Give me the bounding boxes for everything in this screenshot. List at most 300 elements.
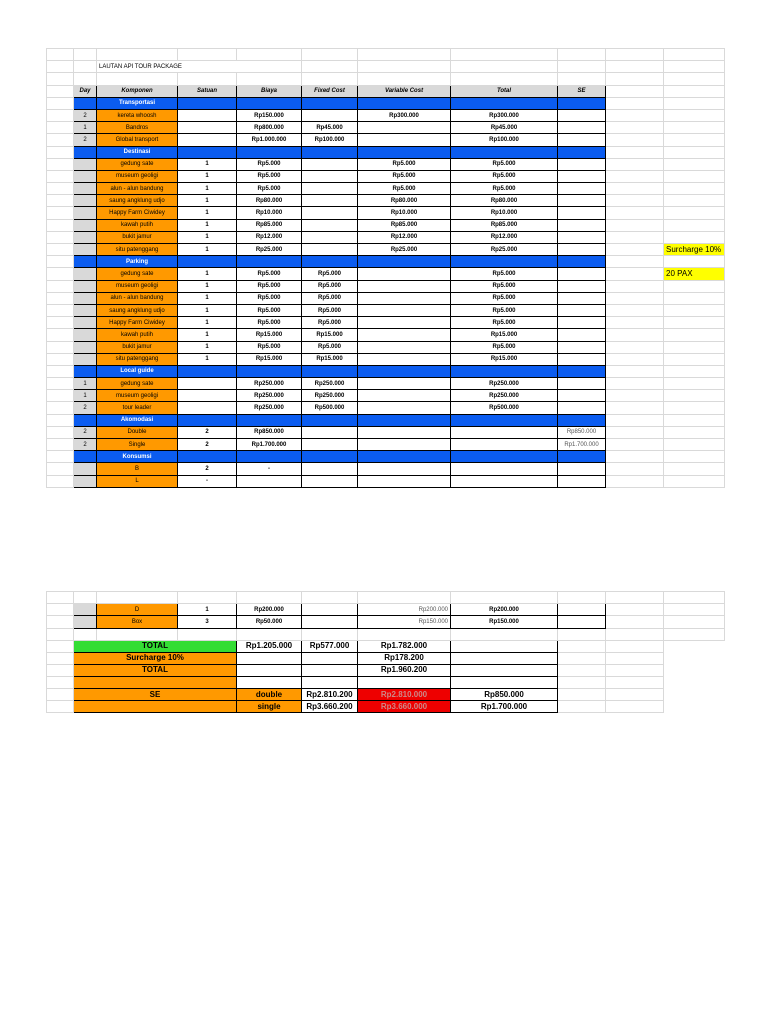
cell[interactable]: [47, 353, 74, 365]
biaya-cell[interactable]: Rp50.000: [237, 616, 302, 628]
satuan-cell[interactable]: 1: [178, 280, 237, 292]
se-cell[interactable]: [558, 268, 606, 280]
biaya-cell[interactable]: Rp1.000.000: [237, 134, 302, 146]
se-cell[interactable]: [558, 244, 606, 256]
komponen-cell[interactable]: gedung sate: [97, 378, 178, 390]
biaya-cell[interactable]: Rp5.000: [237, 170, 302, 182]
cell[interactable]: [664, 414, 725, 426]
note-pax[interactable]: 20 PAX: [664, 268, 725, 280]
cell[interactable]: [664, 402, 725, 414]
komponen-cell[interactable]: alun - alun bandung: [97, 183, 178, 195]
cell[interactable]: [47, 592, 74, 604]
cell[interactable]: [606, 170, 664, 182]
cell[interactable]: [47, 402, 74, 414]
se-cell[interactable]: [558, 170, 606, 182]
komponen-cell[interactable]: bukit jamur: [97, 341, 178, 353]
cell[interactable]: [237, 628, 302, 640]
sheet-title[interactable]: LAUTAN API TOUR PACKAGE: [97, 61, 302, 73]
cell[interactable]: [47, 426, 74, 438]
total-cell[interactable]: Rp5.000: [451, 158, 558, 170]
cell[interactable]: [47, 365, 74, 377]
cell[interactable]: [451, 652, 558, 664]
fixed-cost-cell[interactable]: Rp5.000: [302, 280, 358, 292]
cell[interactable]: [664, 195, 725, 207]
cell[interactable]: [47, 292, 74, 304]
komponen-cell[interactable]: Single: [97, 439, 178, 451]
cell[interactable]: [606, 256, 664, 268]
cell[interactable]: [606, 414, 664, 426]
total-cell[interactable]: Rp80.000: [451, 195, 558, 207]
komponen-cell[interactable]: saung angklung udjo: [97, 195, 178, 207]
day-cell[interactable]: 1: [74, 122, 97, 134]
cell[interactable]: [47, 183, 74, 195]
cell[interactable]: [664, 475, 725, 487]
biaya-cell[interactable]: Rp5.000: [237, 292, 302, 304]
cell[interactable]: [606, 341, 664, 353]
day-cell[interactable]: [74, 183, 97, 195]
cell[interactable]: [606, 451, 664, 463]
cell[interactable]: [237, 256, 302, 268]
fixed-cost-cell[interactable]: [302, 475, 358, 487]
biaya-cell[interactable]: Rp12.000: [237, 231, 302, 243]
fixed-cost-cell[interactable]: Rp5.000: [302, 268, 358, 280]
day-cell[interactable]: [74, 341, 97, 353]
komponen-cell[interactable]: museum geoligi: [97, 170, 178, 182]
variable-cost-cell[interactable]: Rp200.000: [358, 604, 451, 616]
biaya-cell[interactable]: Rp800.000: [237, 122, 302, 134]
total-fixed-cost[interactable]: Rp1.205.000: [237, 640, 302, 652]
cell[interactable]: [664, 451, 725, 463]
day-cell[interactable]: [74, 219, 97, 231]
cell[interactable]: [74, 97, 97, 109]
satuan-cell[interactable]: 1: [178, 329, 237, 341]
komponen-cell[interactable]: B: [97, 463, 178, 475]
cell[interactable]: [664, 219, 725, 231]
cell[interactable]: [558, 701, 606, 713]
se-cell[interactable]: Rp850.000: [558, 426, 606, 438]
satuan-cell[interactable]: 2: [178, 426, 237, 438]
cell[interactable]: [606, 390, 664, 402]
cell[interactable]: [606, 183, 664, 195]
biaya-cell[interactable]: Rp15.000: [237, 353, 302, 365]
day-cell[interactable]: [74, 353, 97, 365]
header-satuan[interactable]: Satuan: [178, 85, 237, 97]
cell[interactable]: [606, 146, 664, 158]
total-cell[interactable]: Rp5.000: [451, 341, 558, 353]
total-total[interactable]: Rp1.782.000: [358, 640, 451, 652]
satuan-cell[interactable]: 1: [178, 170, 237, 182]
cell[interactable]: [664, 592, 725, 604]
komponen-cell[interactable]: situ patenggang: [97, 244, 178, 256]
cell[interactable]: [237, 664, 302, 676]
satuan-cell[interactable]: [178, 109, 237, 121]
total-variable-cost[interactable]: Rp577.000: [302, 640, 358, 652]
fixed-cost-cell[interactable]: Rp5.000: [302, 317, 358, 329]
komponen-cell[interactable]: Global transport: [97, 134, 178, 146]
cell[interactable]: [178, 365, 237, 377]
cell[interactable]: [606, 195, 664, 207]
satuan-cell[interactable]: 1: [178, 292, 237, 304]
variable-cost-cell[interactable]: [358, 122, 451, 134]
header-variable-cost[interactable]: Variable Cost: [358, 85, 451, 97]
cell[interactable]: [97, 592, 178, 604]
day-cell[interactable]: [74, 231, 97, 243]
se-cell[interactable]: [558, 231, 606, 243]
cell[interactable]: [664, 341, 725, 353]
cell[interactable]: [47, 109, 74, 121]
komponen-cell[interactable]: kawah putih: [97, 329, 178, 341]
total-cell[interactable]: Rp5.000: [451, 292, 558, 304]
cell[interactable]: [178, 628, 237, 640]
cell[interactable]: [47, 341, 74, 353]
cell[interactable]: [47, 475, 74, 487]
header-komponen[interactable]: Komponen: [97, 85, 178, 97]
fixed-cost-cell[interactable]: Rp5.000: [302, 304, 358, 316]
note-surcharge[interactable]: Surcharge 10%: [664, 244, 725, 256]
total-cell[interactable]: Rp5.000: [451, 170, 558, 182]
cell[interactable]: [302, 652, 358, 664]
komponen-cell[interactable]: bukit jamur: [97, 231, 178, 243]
cell[interactable]: [47, 304, 74, 316]
section-label-konsumsi[interactable]: Konsumsi: [97, 451, 178, 463]
cell[interactable]: [97, 628, 178, 640]
komponen-cell[interactable]: museum geoligi: [97, 280, 178, 292]
variable-cost-cell[interactable]: Rp10.000: [358, 207, 451, 219]
cell[interactable]: [74, 677, 237, 689]
biaya-cell[interactable]: Rp250.000: [237, 390, 302, 402]
cell[interactable]: [47, 604, 74, 616]
cell[interactable]: [47, 231, 74, 243]
cell[interactable]: [664, 183, 725, 195]
fixed-cost-cell[interactable]: [302, 170, 358, 182]
cell[interactable]: [178, 592, 237, 604]
day-cell[interactable]: [74, 304, 97, 316]
cell[interactable]: [606, 292, 664, 304]
cell[interactable]: [302, 414, 358, 426]
day-cell[interactable]: [74, 244, 97, 256]
cell[interactable]: [664, 122, 725, 134]
cell[interactable]: [664, 604, 725, 616]
day-cell[interactable]: [74, 280, 97, 292]
biaya-cell[interactable]: -: [237, 463, 302, 475]
cell[interactable]: [302, 256, 358, 268]
cell[interactable]: [237, 97, 302, 109]
day-cell[interactable]: [74, 616, 97, 628]
fixed-cost-cell[interactable]: Rp100.000: [302, 134, 358, 146]
biaya-cell[interactable]: Rp5.000: [237, 158, 302, 170]
se-cell[interactable]: [558, 134, 606, 146]
satuan-cell[interactable]: 1: [178, 244, 237, 256]
cell[interactable]: [47, 628, 74, 640]
total-label[interactable]: TOTAL: [74, 640, 237, 652]
variable-cost-cell[interactable]: Rp5.000: [358, 170, 451, 182]
se-cell[interactable]: [558, 109, 606, 121]
cell[interactable]: [237, 592, 302, 604]
cell[interactable]: [47, 463, 74, 475]
fixed-cost-cell[interactable]: [302, 195, 358, 207]
cell[interactable]: [178, 97, 237, 109]
total-cell[interactable]: Rp500.000: [451, 402, 558, 414]
total-cell[interactable]: Rp150.000: [451, 616, 558, 628]
section-label-transportasi[interactable]: Transportasi: [97, 97, 178, 109]
cell[interactable]: [358, 256, 451, 268]
double-value[interactable]: Rp2.810.200: [302, 689, 358, 701]
cell[interactable]: [606, 628, 664, 640]
se-cell[interactable]: Rp1.700.000: [558, 439, 606, 451]
total-cell[interactable]: Rp5.000: [451, 280, 558, 292]
biaya-cell[interactable]: Rp25.000: [237, 244, 302, 256]
cell[interactable]: [451, 677, 558, 689]
cell[interactable]: [302, 97, 358, 109]
se-cell[interactable]: [558, 219, 606, 231]
komponen-cell[interactable]: gedung sate: [97, 268, 178, 280]
cell[interactable]: [237, 414, 302, 426]
fixed-cost-cell[interactable]: [302, 207, 358, 219]
total-cell[interactable]: Rp45.000: [451, 122, 558, 134]
total-cell[interactable]: Rp5.000: [451, 183, 558, 195]
cell[interactable]: [664, 628, 725, 640]
cell[interactable]: [606, 475, 664, 487]
cell[interactable]: [606, 329, 664, 341]
cell[interactable]: [47, 268, 74, 280]
cell[interactable]: [237, 451, 302, 463]
variable-cost-cell[interactable]: [358, 463, 451, 475]
cell[interactable]: [302, 628, 358, 640]
cell[interactable]: [74, 451, 97, 463]
day-cell[interactable]: [74, 195, 97, 207]
biaya-cell[interactable]: Rp850.000: [237, 426, 302, 438]
day-cell[interactable]: [74, 268, 97, 280]
cell[interactable]: [74, 701, 237, 713]
fixed-cost-cell[interactable]: [302, 244, 358, 256]
satuan-cell[interactable]: 1: [178, 304, 237, 316]
satuan-cell[interactable]: [178, 390, 237, 402]
header-fixed-cost[interactable]: Fixed Cost: [302, 85, 358, 97]
variable-cost-cell[interactable]: [358, 329, 451, 341]
biaya-cell[interactable]: Rp250.000: [237, 378, 302, 390]
cell[interactable]: [47, 439, 74, 451]
cell[interactable]: [47, 244, 74, 256]
satuan-cell[interactable]: 2: [178, 439, 237, 451]
se-cell[interactable]: [558, 292, 606, 304]
cell[interactable]: [47, 207, 74, 219]
se-cell[interactable]: [558, 463, 606, 475]
variable-cost-cell[interactable]: [358, 280, 451, 292]
total-cell[interactable]: Rp5.000: [451, 317, 558, 329]
se-cell[interactable]: [558, 207, 606, 219]
biaya-cell[interactable]: Rp15.000: [237, 329, 302, 341]
cell[interactable]: [358, 97, 451, 109]
cell[interactable]: [451, 628, 558, 640]
cell[interactable]: [606, 280, 664, 292]
cell[interactable]: [451, 365, 558, 377]
cell[interactable]: [47, 280, 74, 292]
cell[interactable]: [558, 256, 606, 268]
fixed-cost-cell[interactable]: [302, 604, 358, 616]
fixed-cost-cell[interactable]: [302, 158, 358, 170]
day-cell[interactable]: [74, 207, 97, 219]
header-total[interactable]: Total: [451, 85, 558, 97]
cell[interactable]: [558, 365, 606, 377]
day-cell[interactable]: 2: [74, 109, 97, 121]
fixed-cost-cell[interactable]: [302, 426, 358, 438]
day-cell[interactable]: [74, 463, 97, 475]
fixed-cost-cell[interactable]: Rp500.000: [302, 402, 358, 414]
satuan-cell[interactable]: 1: [178, 219, 237, 231]
se-cell[interactable]: [558, 402, 606, 414]
satuan-cell[interactable]: [178, 122, 237, 134]
cell[interactable]: [74, 628, 97, 640]
header-biaya[interactable]: Biaya: [237, 85, 302, 97]
se-cell[interactable]: [558, 475, 606, 487]
cell[interactable]: [606, 244, 664, 256]
cell[interactable]: [47, 134, 74, 146]
cell[interactable]: [664, 292, 725, 304]
cell[interactable]: [451, 97, 558, 109]
variable-cost-cell[interactable]: [358, 378, 451, 390]
cell[interactable]: [558, 677, 606, 689]
total-cell[interactable]: Rp15.000: [451, 353, 558, 365]
cell[interactable]: [558, 640, 606, 652]
cell[interactable]: [47, 146, 74, 158]
header-day[interactable]: Day: [74, 85, 97, 97]
komponen-cell[interactable]: saung angklung udjo: [97, 304, 178, 316]
cell[interactable]: [606, 97, 664, 109]
cell[interactable]: [664, 378, 725, 390]
cell[interactable]: [558, 628, 606, 640]
cell[interactable]: [178, 146, 237, 158]
cell[interactable]: [558, 689, 606, 701]
day-cell[interactable]: [74, 604, 97, 616]
cell[interactable]: [237, 146, 302, 158]
cell[interactable]: [558, 652, 606, 664]
biaya-cell[interactable]: [237, 475, 302, 487]
satuan-cell[interactable]: [178, 402, 237, 414]
cell[interactable]: [47, 616, 74, 628]
cell[interactable]: [47, 195, 74, 207]
cell[interactable]: [302, 664, 358, 676]
satuan-cell[interactable]: 1: [178, 341, 237, 353]
cell[interactable]: [664, 317, 725, 329]
cell[interactable]: [47, 158, 74, 170]
cell[interactable]: [606, 701, 664, 713]
total-cell[interactable]: Rp250.000: [451, 390, 558, 402]
cell[interactable]: [664, 353, 725, 365]
day-cell[interactable]: [74, 292, 97, 304]
single-se-value[interactable]: Rp1.700.000: [451, 701, 558, 713]
day-cell[interactable]: 1: [74, 390, 97, 402]
day-cell[interactable]: [74, 475, 97, 487]
se-cell[interactable]: [558, 378, 606, 390]
cell[interactable]: [47, 451, 74, 463]
variable-cost-cell[interactable]: Rp25.000: [358, 244, 451, 256]
satuan-cell[interactable]: 1: [178, 317, 237, 329]
cell[interactable]: [47, 256, 74, 268]
se-cell[interactable]: [558, 158, 606, 170]
cell[interactable]: [237, 365, 302, 377]
biaya-cell[interactable]: Rp85.000: [237, 219, 302, 231]
satuan-cell[interactable]: 1: [178, 353, 237, 365]
se-cell[interactable]: [558, 304, 606, 316]
cell[interactable]: [606, 616, 664, 628]
cell[interactable]: [606, 365, 664, 377]
single-label[interactable]: single: [237, 701, 302, 713]
cell[interactable]: [178, 256, 237, 268]
satuan-cell[interactable]: 2: [178, 463, 237, 475]
fixed-cost-cell[interactable]: Rp250.000: [302, 390, 358, 402]
double-label[interactable]: double: [237, 689, 302, 701]
cell[interactable]: [664, 426, 725, 438]
cell[interactable]: [47, 664, 74, 676]
cell[interactable]: [47, 329, 74, 341]
variable-cost-cell[interactable]: [358, 317, 451, 329]
day-cell[interactable]: [74, 317, 97, 329]
cell[interactable]: [606, 463, 664, 475]
cell[interactable]: [664, 97, 725, 109]
cell[interactable]: [47, 689, 74, 701]
komponen-cell[interactable]: kereta whoosh: [97, 109, 178, 121]
se-cell[interactable]: [558, 122, 606, 134]
biaya-cell[interactable]: Rp5.000: [237, 304, 302, 316]
satuan-cell[interactable]: 1: [178, 231, 237, 243]
komponen-cell[interactable]: Box: [97, 616, 178, 628]
cell[interactable]: [606, 317, 664, 329]
cell[interactable]: [664, 365, 725, 377]
total-cell[interactable]: Rp85.000: [451, 219, 558, 231]
variable-cost-cell[interactable]: [358, 341, 451, 353]
cell[interactable]: [606, 304, 664, 316]
cell[interactable]: [74, 365, 97, 377]
cell[interactable]: [47, 378, 74, 390]
fixed-cost-cell[interactable]: [302, 439, 358, 451]
cell[interactable]: [451, 451, 558, 463]
cell[interactable]: [237, 652, 302, 664]
fixed-cost-cell[interactable]: [302, 109, 358, 121]
total-cell[interactable]: Rp100.000: [451, 134, 558, 146]
variable-cost-cell[interactable]: [358, 353, 451, 365]
cell[interactable]: [606, 677, 664, 689]
cell[interactable]: [606, 378, 664, 390]
cell[interactable]: [664, 134, 725, 146]
fixed-cost-cell[interactable]: Rp15.000: [302, 353, 358, 365]
cell[interactable]: [606, 109, 664, 121]
cell[interactable]: [606, 134, 664, 146]
variable-cost-cell[interactable]: Rp80.000: [358, 195, 451, 207]
single-red-value[interactable]: Rp3.660.000: [358, 701, 451, 713]
cell[interactable]: [664, 616, 725, 628]
cell[interactable]: [606, 122, 664, 134]
cell[interactable]: [47, 701, 74, 713]
cell[interactable]: [606, 207, 664, 219]
total-cell[interactable]: Rp200.000: [451, 604, 558, 616]
komponen-cell[interactable]: tour leader: [97, 402, 178, 414]
day-cell[interactable]: [74, 158, 97, 170]
fixed-cost-cell[interactable]: Rp15.000: [302, 329, 358, 341]
variable-cost-cell[interactable]: [358, 390, 451, 402]
fixed-cost-cell[interactable]: Rp45.000: [302, 122, 358, 134]
satuan-cell[interactable]: 1: [178, 195, 237, 207]
cell[interactable]: [302, 146, 358, 158]
se-cell[interactable]: [558, 390, 606, 402]
se-label[interactable]: SE: [74, 689, 237, 701]
cell[interactable]: [664, 256, 725, 268]
fixed-cost-cell[interactable]: [302, 219, 358, 231]
total-cell[interactable]: Rp250.000: [451, 378, 558, 390]
cell[interactable]: [664, 463, 725, 475]
cell[interactable]: [558, 414, 606, 426]
cell[interactable]: [664, 390, 725, 402]
cell[interactable]: [47, 390, 74, 402]
